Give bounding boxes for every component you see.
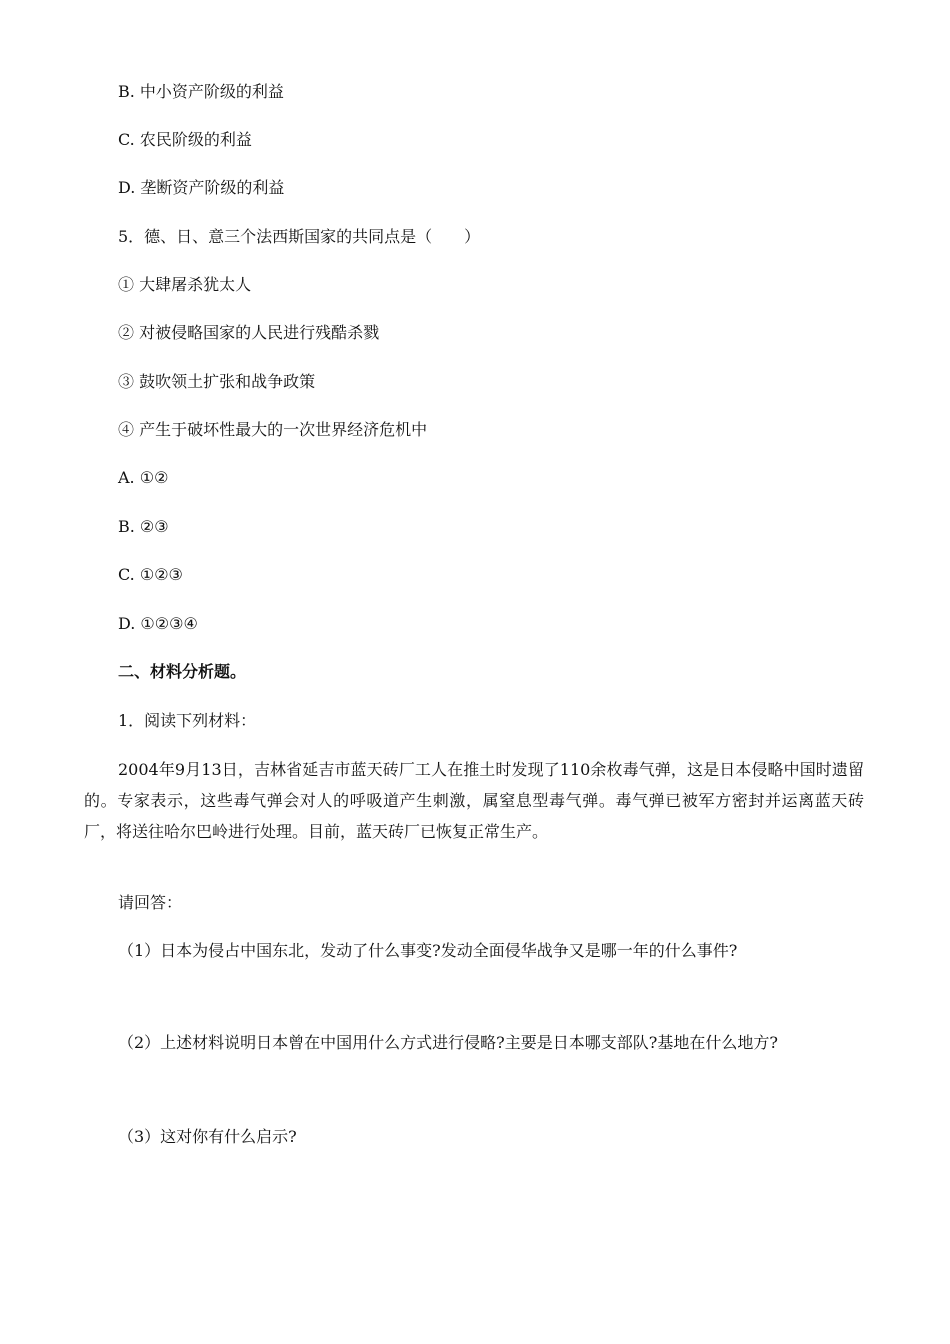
q4-option-c: C. 农民阶级的利益 — [118, 130, 252, 149]
q5-option-d: D. ①②③④ — [118, 614, 198, 633]
q5-option-a: A. ①② — [118, 468, 169, 487]
sub-question-1: （1）日本为侵占中国东北，发动了什么事变?发动全面侵华战争又是哪一年的什么事件? — [118, 941, 738, 960]
q4-option-b: B. 中小资产阶级的利益 — [118, 82, 284, 101]
q5-question: 5．德、日、意三个法西斯国家的共同点是（ ） — [118, 227, 481, 246]
section-heading: 二、材料分析题。 — [118, 662, 247, 681]
q5-item-1: ① 大肆屠杀犹太人 — [118, 275, 252, 294]
q5-item-2: ② 对被侵略国家的人民进行残酷杀戮 — [118, 323, 380, 342]
q5-item-3: ③ 鼓吹领土扩张和战争政策 — [118, 372, 316, 391]
sub-question-2: （2）上述材料说明日本曾在中国用什么方式进行侵略?主要是日本哪支部队?基地在什么地方? — [118, 1033, 778, 1052]
material-intro: 1．阅读下列材料： — [118, 711, 257, 730]
answer-prompt: 请回答： — [118, 893, 183, 912]
q5-option-b: B. ②③ — [118, 517, 169, 536]
q5-option-c: C. ①②③ — [118, 565, 183, 584]
q5-item-4: ④ 产生于破坏性最大的一次世界经济危机中 — [118, 420, 428, 439]
material-paragraph: 2004年9月13日，吉林省延吉市蓝天砖厂工人在推土时发现了110余枚毒气弹，这是日本侵略中国时遗留的。专家表示，这些毒气弹会对人的呼吸道产生刺激，属窒息型毒气弹。毒气弹已被军方密封并运离蓝天砖厂，将送往哈尔巴岭进行处理。目前，蓝天砖厂已恢复正常生产。 — [84, 760, 864, 841]
sub-question-3: （3）这对你有什么启示? — [118, 1127, 297, 1146]
q4-option-d: D. 垄断资产阶级的利益 — [118, 178, 285, 197]
